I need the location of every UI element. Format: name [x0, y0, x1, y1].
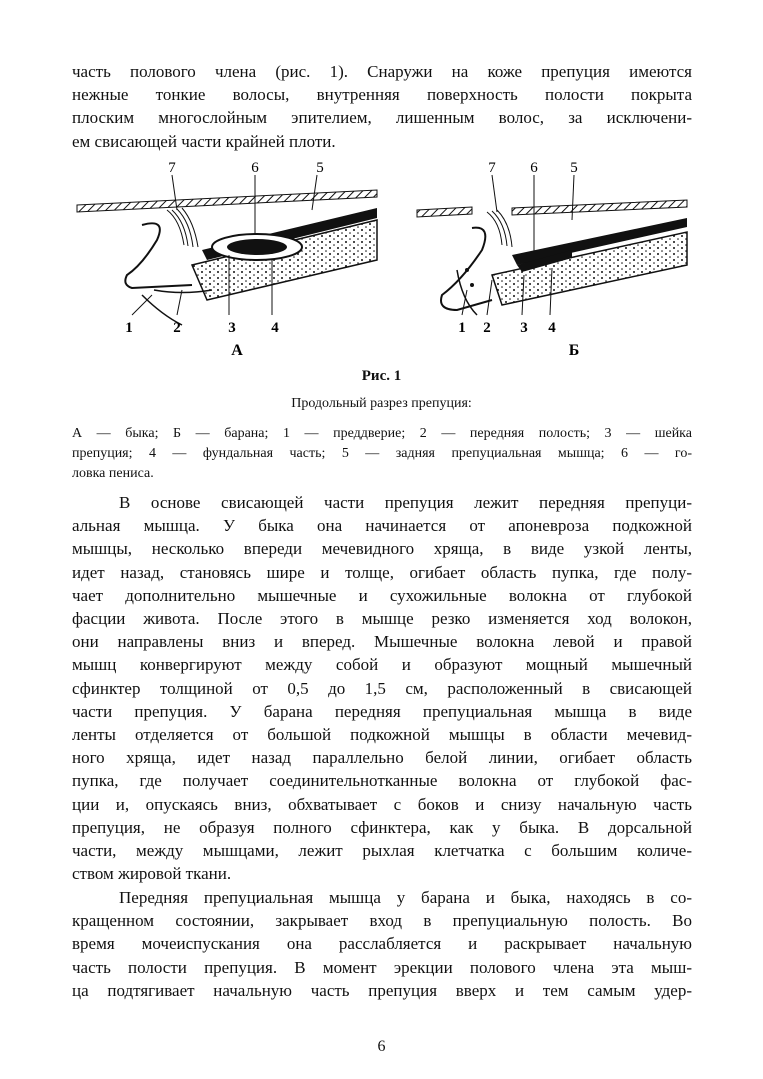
text-line: время мочеиспускания она расслабляется и раскрывает начальную	[72, 934, 692, 954]
text-line: часть полового члена (рис. 1). Снаружи на коже препуция имеются	[72, 62, 692, 81]
text-line: ного хряща, идет назад параллельно белой линии, огибает область	[72, 748, 692, 768]
figure-subtitle: Продольный разрез препуция:	[291, 396, 472, 411]
panel-b-label-2: 2	[483, 320, 491, 336]
text-line: плоским многослойным эпителием, лишенным волос, за исключени-	[72, 108, 692, 128]
text-line: ством жировой ткани.	[72, 864, 232, 884]
paragraph-2	[72, 491, 692, 885]
intro-paragraph	[72, 60, 692, 153]
figure-title: Рис. 1	[361, 368, 402, 384]
text-line: части препуция. У барана передняя препуциальная мышца в виде	[72, 701, 692, 721]
text-line: В основе свисающей части препуция лежит передняя препуци-	[119, 493, 692, 512]
panel-b-label-3: 3	[520, 320, 528, 336]
paragraph-3	[72, 886, 692, 1002]
text-line: препуция, не образуя полного сфинктера, как у быка. В дорсальной	[72, 817, 692, 837]
panel-b-label-6: 6	[530, 160, 538, 176]
panel-b-label-7: 7	[488, 160, 496, 176]
legend-line: А — быка; Б — барана; 1 — преддверие; 2 — передняя полость; 3 — шейка	[72, 426, 692, 441]
panel-b-letter: Б	[568, 342, 580, 359]
text-line: части, между мышцами, лежит рыхлая клетчатка с большим количе-	[72, 841, 692, 861]
text-line: сфинктер толщиной от 0,5 до 1,5 см, расположенный в свисающей	[72, 678, 692, 698]
panel-a-label-4: 4	[271, 320, 279, 336]
figure-drawing	[72, 150, 692, 365]
panel-a-drawing	[77, 175, 377, 325]
panel-a-label-1: 1	[125, 320, 133, 336]
text-line: они направлены вниз и вперед. Мышечные волокна левой и правой	[72, 632, 692, 652]
text-line: часть полости препуция. В момент эрекции полового члена эта мыш-	[72, 957, 692, 977]
panel-b-label-4: 4	[548, 320, 556, 336]
panel-a-label-2: 2	[173, 320, 181, 336]
text-line: нежные тонкие волосы, внутренняя поверхность полости покрыта	[72, 85, 692, 105]
text-line: фасции живота. После этого в мышце резко изменяется ход волокон,	[72, 609, 692, 629]
figure-legend	[72, 424, 692, 484]
text-line: ленты отделяется от большой подкожной мышцы в области мечевид-	[72, 725, 692, 745]
text-line: ции и, опускаясь вниз, обхватывает с боков и снизу начальную часть	[72, 794, 692, 814]
text-line: Передняя препуциальная мышца у барана и быка, находясь в со-	[119, 888, 692, 907]
text-line: идет назад, становясь шире и толще, огибает область пупка, где полу-	[72, 562, 692, 582]
panel-a-label-3: 3	[228, 320, 236, 336]
text-line: мышц конвергируют между собой и образуют мощный мышечный	[72, 655, 692, 675]
page-number: 6	[377, 1038, 386, 1055]
text-line: чает дополнительно мышечные и сухожильные волокна от глубокой	[72, 585, 692, 605]
figure-1	[72, 150, 692, 365]
panel-b-drawing	[417, 175, 687, 315]
panel-b-label-1: 1	[458, 320, 466, 336]
legend-line: ловка пениса.	[72, 466, 154, 481]
panel-b-label-5: 5	[570, 160, 578, 176]
legend-line: препуция; 4 — фундальная часть; 5 — задняя препуциальная мышца; 6 — го-	[72, 446, 692, 461]
text-line: кращенном состоянии, закрывает вход в препуциальную полость. Во	[72, 911, 692, 931]
text-line: ца подтягивает начальную часть препуция вверх и тем самым удер-	[72, 980, 692, 1000]
panel-a-letter: А	[231, 342, 243, 359]
text-line: альная мышца. У быка она начинается от апоневроза подкожной	[72, 516, 692, 536]
panel-a-label-5: 5	[316, 160, 324, 176]
text-line: ем свисающей части крайней плоти.	[72, 131, 336, 151]
panel-a-label-7: 7	[168, 160, 176, 176]
panel-a-label-6: 6	[251, 160, 259, 176]
text-line: мышцы, несколько впереди мечевидного хряща, в виде узкой ленты,	[72, 539, 692, 559]
text-line: пупка, где получает соединительнотканные волокна от глубокой фас-	[72, 771, 692, 791]
